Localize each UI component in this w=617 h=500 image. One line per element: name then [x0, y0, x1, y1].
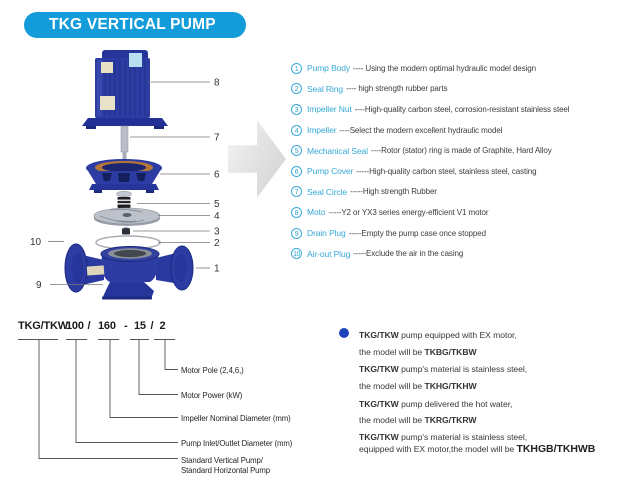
list-item: [291, 120, 569, 141]
callout-8: 8: [214, 77, 220, 89]
label-impeller-diam: Impeller Nominal Diameter (mm): [181, 414, 291, 423]
model-code-slash2: /: [150, 320, 154, 332]
part-description: ----High-quality carbon steel, corrosion-resistant stainless steel: [354, 104, 570, 114]
list-item: [291, 161, 569, 182]
callout-7: 7: [214, 132, 220, 144]
model-code-connector-lines: [0, 315, 330, 480]
note-line: [359, 364, 527, 374]
part-label: Pump Body: [307, 63, 351, 74]
pump-body-illustration: [65, 244, 193, 300]
note-text: the model will be: [359, 347, 425, 357]
parts-list: [291, 58, 569, 264]
shaft-illustration: [121, 126, 128, 164]
part-label: Seal Ring: [307, 83, 343, 94]
part-description: -----High-quality carbon steel, stainless steel, casting: [356, 166, 537, 176]
item-number-badge: 7: [291, 186, 302, 197]
note-model-prefix: TKG/TKW: [359, 432, 399, 442]
motor-illustration: [82, 50, 168, 129]
callout-4: 4: [214, 211, 220, 222]
note-model-prefix: TKG/TKW: [359, 330, 399, 340]
model-code-slash: /: [87, 320, 91, 332]
note-text: the model will be: [359, 415, 425, 425]
item-number-badge: 1: [291, 63, 302, 74]
label-std-horizontal: Standard Horizontal Pump: [181, 465, 271, 475]
note-line: [359, 399, 512, 409]
list-item: [291, 223, 569, 244]
note-model-prefix: TKG/TKW: [359, 364, 399, 374]
part-label: Drain Plug: [307, 228, 346, 239]
callout-5: 5: [214, 199, 220, 210]
model-code-inlet: 100: [66, 320, 84, 332]
list-item: [291, 140, 569, 161]
item-number-badge: 6: [291, 166, 302, 177]
note-model-code: TKHGB/TKHWB: [516, 442, 596, 455]
impeller-illustration: [94, 208, 160, 226]
part-description: ---- high strength rubber parts: [345, 84, 448, 94]
list-item: [291, 202, 569, 223]
item-number-badge: 5: [291, 145, 302, 156]
note-text: equipped with EX motor,the model will be: [359, 443, 517, 454]
item-number-badge: 9: [291, 228, 302, 239]
list-item: [291, 79, 569, 100]
impeller-nut-illustration: [122, 228, 130, 235]
note-model-code: TKRG/TKRW: [424, 415, 477, 425]
label-std-vertical: Standard Vertical Pump/: [181, 455, 263, 465]
label-inlet-outlet: Pump Inlet/Outlet Diameter (mm): [181, 439, 293, 448]
note-text: pump equipped with EX motor,: [398, 330, 517, 340]
note-line: [359, 443, 595, 455]
page-title: TKG VERTICAL PUMP: [49, 16, 216, 33]
note-text: pump's material is stainless steel,: [398, 364, 528, 374]
part-description: ---- Using the modern optimal hydraulic model design: [353, 63, 536, 73]
part-description: -----High strength Rubber: [350, 187, 437, 197]
callout-9: 9: [36, 280, 42, 291]
item-number-badge: 10: [291, 248, 302, 259]
part-label: Pump Cover: [307, 166, 354, 177]
pump-exploded-illustration: [18, 40, 286, 312]
note-line: [359, 415, 476, 425]
note-model-code: TKHG/TKHW: [424, 380, 477, 391]
list-item: [291, 243, 569, 264]
callout-3: 3: [214, 226, 220, 238]
note-text: the model will be: [359, 380, 425, 391]
item-number-badge: 3: [291, 104, 302, 115]
note-line: [359, 330, 517, 340]
callout-10: 10: [30, 237, 42, 248]
part-description: ----Select the modern excellent hydraulic model: [339, 125, 503, 135]
part-label: Air-out Plug: [307, 248, 351, 259]
note-text: pump's material is stainless steel,: [398, 432, 528, 442]
item-number-badge: 2: [291, 83, 302, 94]
part-label: Impeller: [307, 125, 337, 136]
part-description: -----Exclude the air in the casing: [353, 249, 464, 259]
note-text: pump delivered the hot water,: [398, 399, 513, 409]
note-line: [359, 381, 477, 391]
item-number-badge: 4: [291, 125, 302, 136]
callout-1: 1: [214, 263, 220, 275]
list-item: [291, 58, 569, 79]
model-code-power: 15: [134, 320, 146, 332]
model-code-impeller: 160: [98, 320, 116, 332]
part-description: -----Empty the pump case once stopped: [348, 228, 486, 238]
item-number-badge: 8: [291, 207, 302, 218]
note-line: [359, 432, 527, 442]
part-label: Impeller Nut: [307, 104, 352, 115]
part-description: ----Rotor (stator) ring is made of Graphite, Hard Alloy: [370, 146, 552, 156]
part-description: -----Y2 or YX3 series energy-efficient V1 motor: [328, 207, 489, 217]
note-model-prefix: TKG/TKW: [359, 399, 399, 409]
label-motor-pole: Motor Pole (2,4,6,): [181, 366, 244, 375]
callout-6: 6: [214, 169, 220, 181]
part-label: Mechanical Seal: [307, 145, 368, 156]
model-code-pole: 2: [159, 320, 166, 332]
list-item: [291, 99, 569, 120]
note-model-code: TKBG/TKBW: [424, 347, 477, 357]
model-code-prefix: TKG/TKW: [18, 320, 68, 332]
model-code-dash: -: [124, 320, 128, 332]
callout-2: 2: [214, 238, 220, 249]
part-label: Seal Circle: [307, 186, 347, 197]
label-motor-power: Motor Power (kW): [181, 391, 243, 400]
part-label: Moto: [307, 207, 326, 218]
list-item: [291, 182, 569, 203]
page-title-banner: [24, 12, 246, 38]
note-line: [359, 347, 477, 357]
bullet-icon: [339, 328, 349, 338]
pump-cover-illustration: [86, 159, 162, 193]
